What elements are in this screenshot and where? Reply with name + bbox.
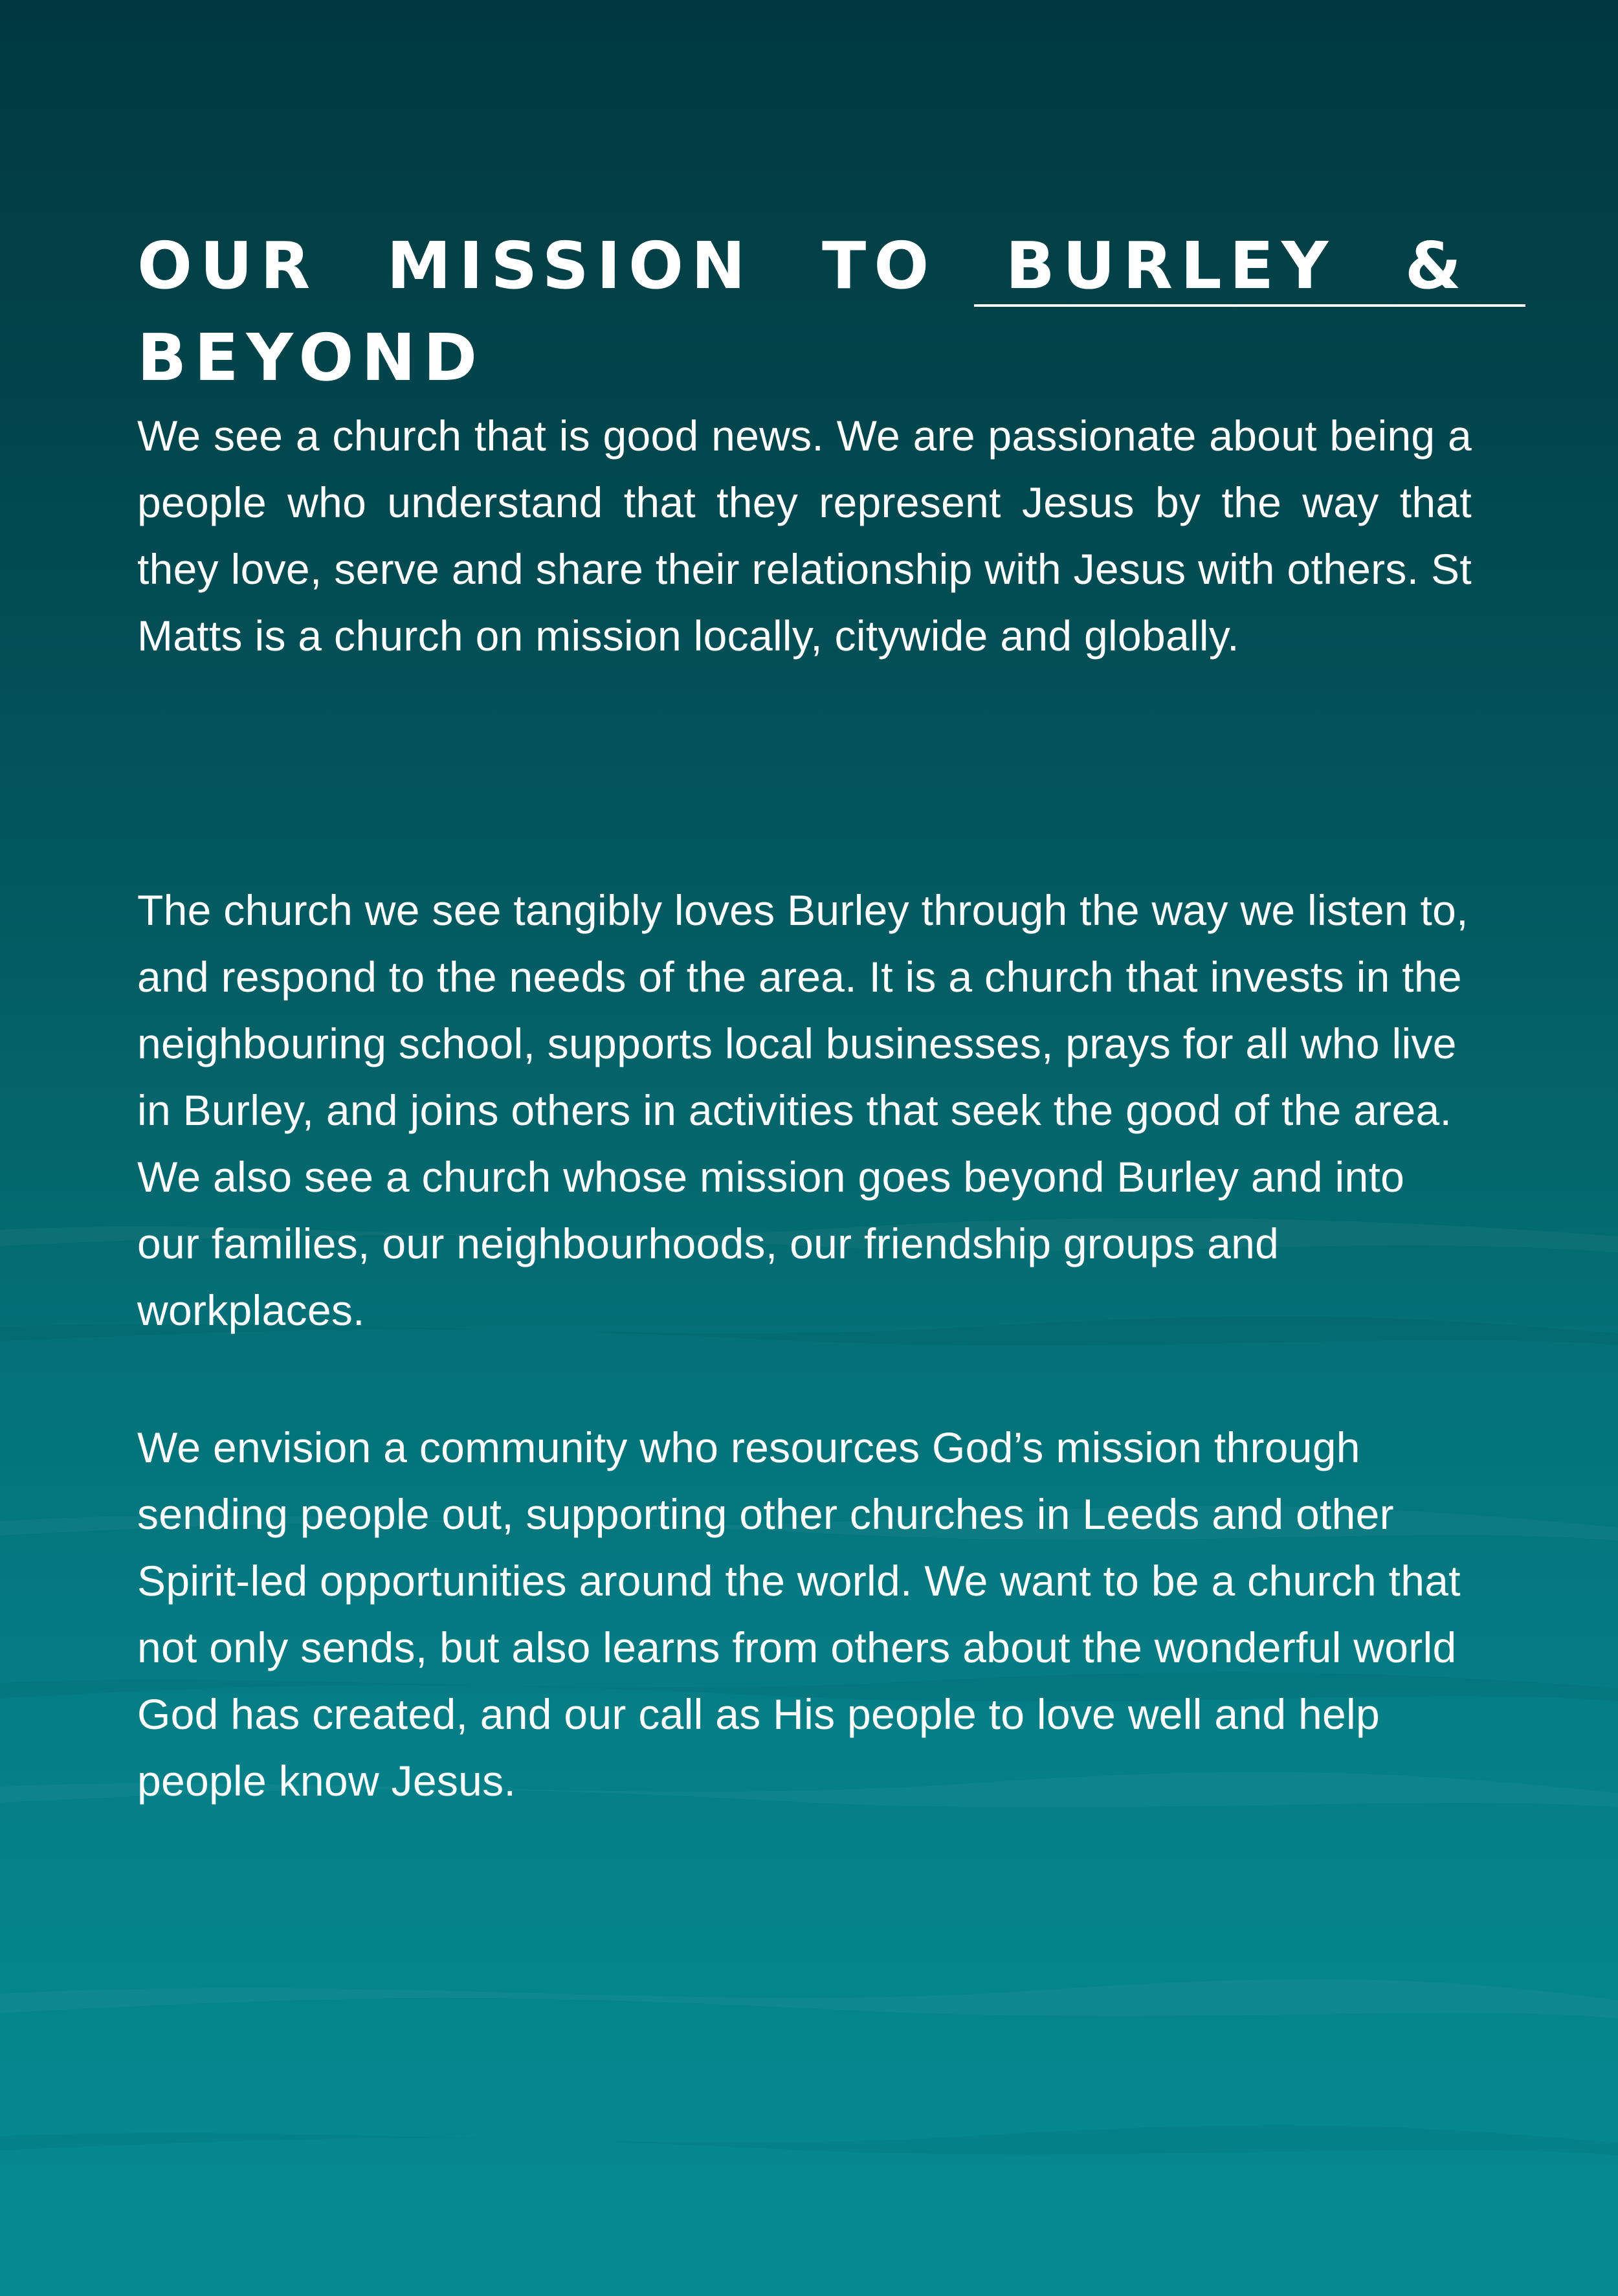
heading-underline-rule: [974, 304, 1525, 307]
page-heading: OUR MISSION TO BURLEY & BEYOND: [137, 228, 1469, 396]
paragraph-local-mission: The church we see tangibly loves Burley through the way we listen to, and respond to the needs of the area. It is a church that invests in the neighbouring school, supports local businesses, prays for all who live in Burley, and joins others in activities that seek the good of the area. We also see a church whose mission goes beyond Burley and into our families, our neighbourhoods, our friendship groups and workplaces.: [137, 886, 1468, 1334]
paragraph-global-mission: We envision a community who resources God’s mission through sending people out, supporting other churches in Leeds and other Spirit-led opportunities around the world. We want to be a church that not only sends, but also learns from others about the wonderful world God has created, and our call as His people to love well and help people know Jesus.: [137, 1423, 1461, 1805]
paragraph-vision-intro: We see a church that is good news. We are passionate about being a people who understand that they represent Jesus by the way that they love, serve and share their relationship with Jesus with others. St Matts is a church on mission locally, citywide and globally.: [137, 412, 1472, 660]
